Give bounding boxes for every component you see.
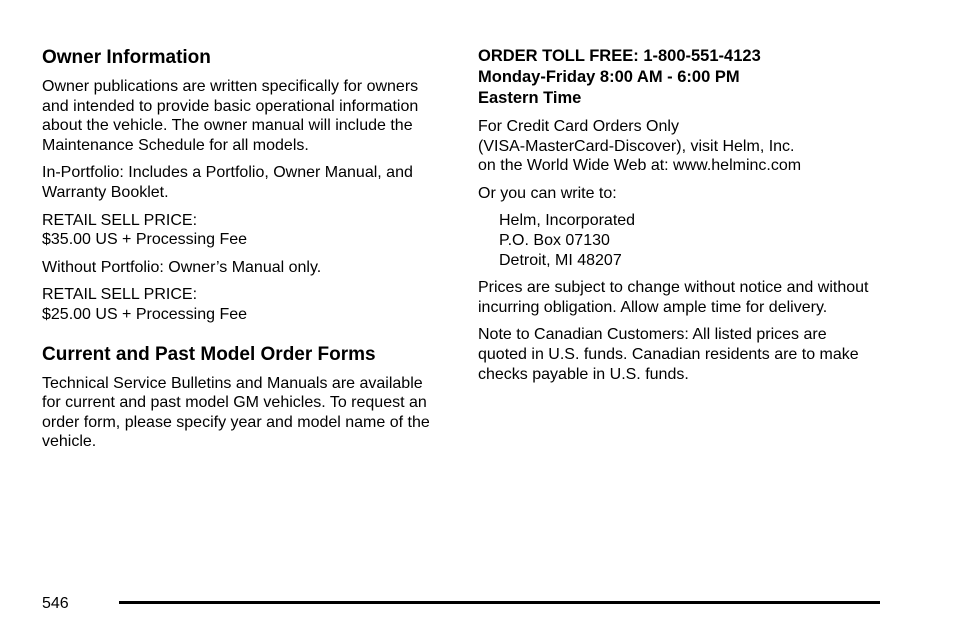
retail-price-portfolio: [42, 211, 442, 250]
credit-line: (VISA-MasterCard-Discover), visit Helm, Inc.: [478, 137, 795, 155]
credit-line: For Credit Card Orders Only: [478, 118, 679, 135]
address-line: Helm, Incorporated: [499, 212, 636, 230]
order-phone-line: ORDER TOLL FREE: 1-800-551-4123: [478, 47, 761, 65]
order-forms-heading: Current and Past Model Order Forms: [42, 343, 376, 365]
owner-publications-paragraph: Owner publications are written specifically for owners and intended to provide basic operational information about the vehicle. The owner manual will include the Maintenance Schedule for all models.: [42, 78, 419, 154]
credit-card-paragraph: [478, 117, 878, 176]
canadian-note-paragraph: Note to Canadian Customers: All listed prices are quoted in U.S. funds. Canadian residents are to make checks payable in U.S. funds.: [478, 326, 859, 383]
footer-rule: [119, 601, 880, 604]
bulletins-paragraph: Technical Service Bulletins and Manuals are available for current and past model GM vehicles. To request an order form, please specify year and model name of the vehicle.: [42, 374, 430, 451]
order-timezone-line: Eastern Time: [478, 89, 582, 107]
address-line: Detroit, MI 48207: [499, 251, 622, 269]
write-to-paragraph: Or you can write to:: [478, 184, 617, 202]
retail-price-label: RETAIL SELL PRICE:: [42, 211, 198, 229]
retail-price-manual: [42, 285, 442, 324]
address-line: P.O. Box 07130: [499, 231, 610, 249]
credit-line: on the World Wide Web at: www.helminc.com: [478, 157, 802, 175]
retail-price-value: $25.00 US + Processing Fee: [42, 305, 248, 323]
right-column: [478, 46, 878, 392]
order-hours-line: Monday-Friday 8:00 AM - 6:00 PM: [478, 68, 740, 86]
prices-notice-paragraph: Prices are subject to change without notice and without incurring obligation. Allow ample time for delivery.: [478, 279, 869, 316]
retail-price-value: $35.00 US + Processing Fee: [42, 231, 248, 249]
in-portfolio-paragraph: In-Portfolio: Includes a Portfolio, Owner Manual, and Warranty Booklet.: [42, 164, 413, 201]
retail-price-label: RETAIL SELL PRICE:: [42, 286, 198, 304]
owner-information-heading: Owner Information: [42, 47, 211, 68]
order-toll-free-block: [478, 46, 878, 109]
page-number: 546: [42, 595, 69, 612]
without-portfolio-paragraph: Without Portfolio: Owner’s Manual only.: [42, 258, 322, 276]
left-column: [42, 46, 442, 460]
mailing-address: [478, 211, 878, 270]
